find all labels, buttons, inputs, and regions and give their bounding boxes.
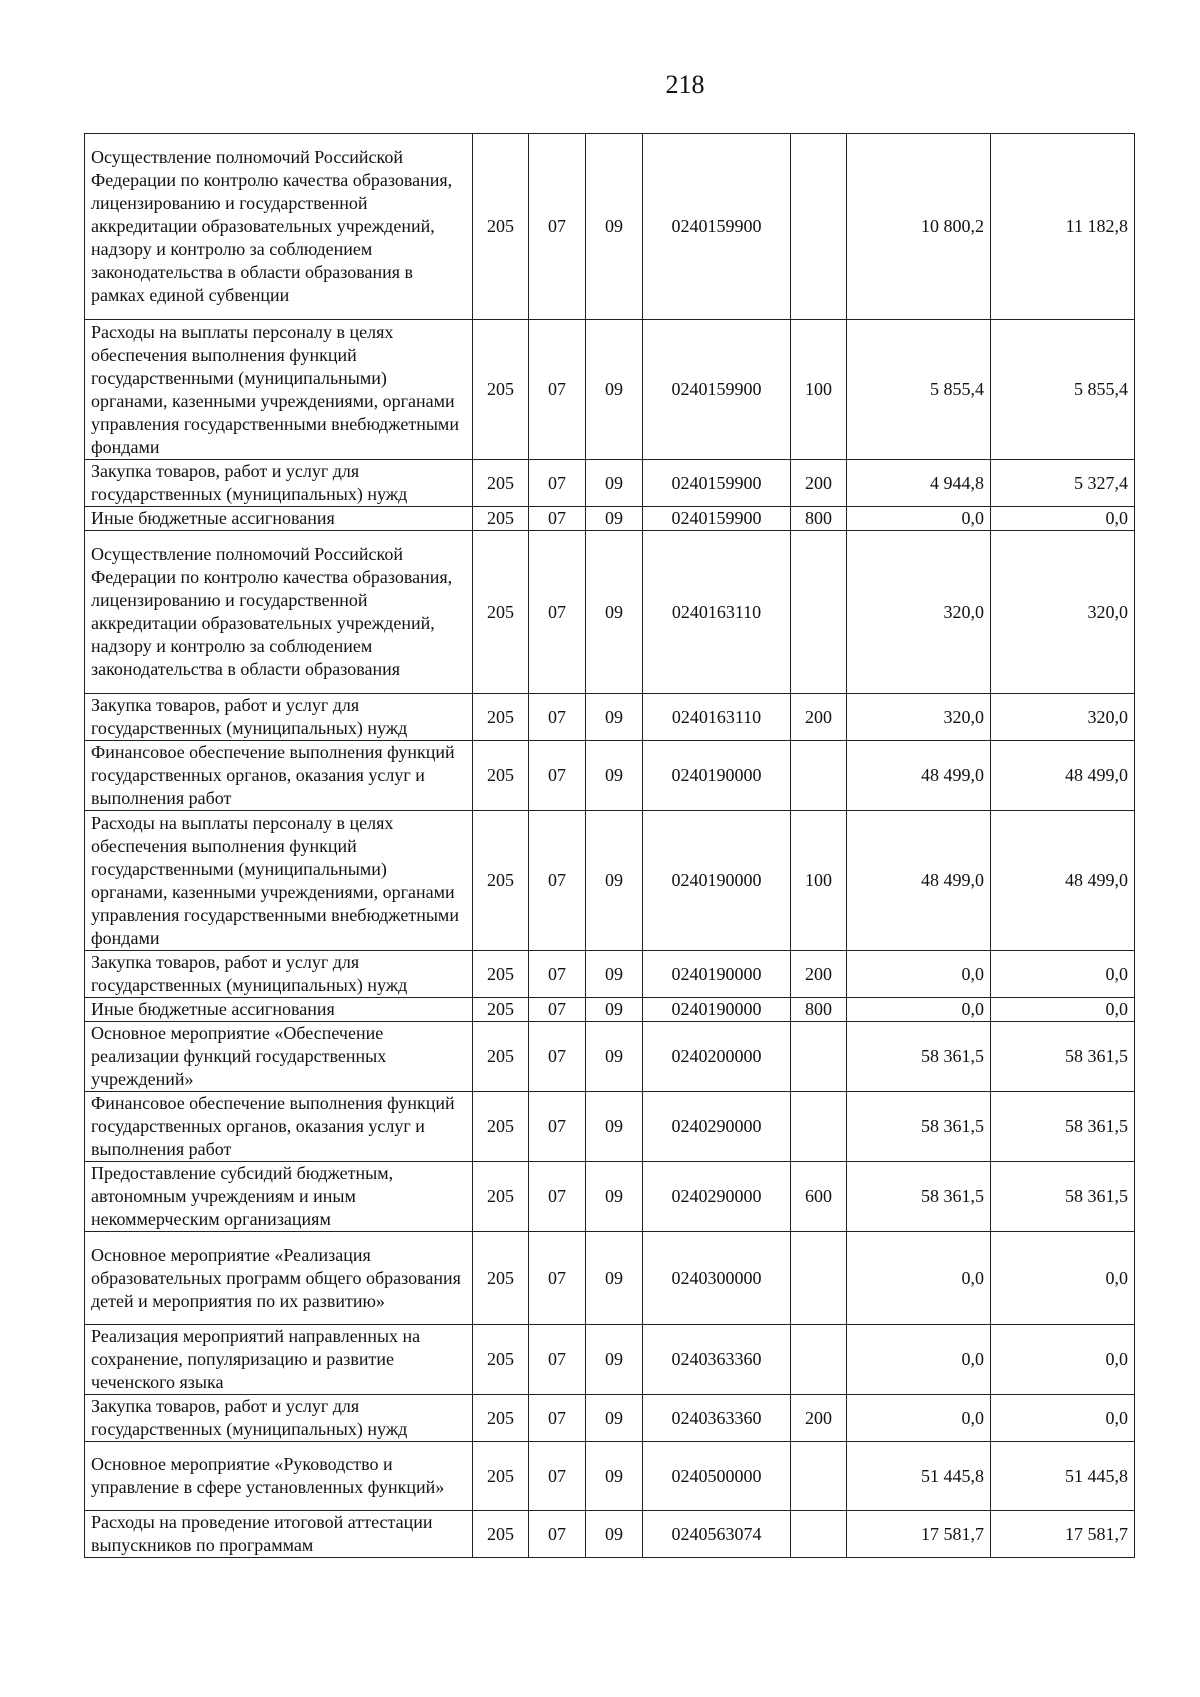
cell-target: 0240159900 bbox=[643, 507, 791, 531]
table-row bbox=[85, 460, 1135, 507]
cell-year2: 58 361,5 bbox=[991, 1092, 1135, 1162]
cell-type: 800 bbox=[791, 998, 847, 1022]
cell-ministry: 205 bbox=[473, 134, 529, 320]
cell-section: 07 bbox=[529, 811, 586, 951]
cell-type: 200 bbox=[791, 1395, 847, 1442]
cell-type bbox=[791, 1442, 847, 1511]
cell-year1: 320,0 bbox=[847, 694, 991, 741]
cell-year2: 0,0 bbox=[991, 998, 1135, 1022]
cell-section: 07 bbox=[529, 507, 586, 531]
cell-subsection: 09 bbox=[586, 134, 643, 320]
cell-name: Основное мероприятие «Обеспечение реализации функций государственных учреждений» bbox=[85, 1022, 473, 1092]
cell-section: 07 bbox=[529, 951, 586, 998]
cell-ministry: 205 bbox=[473, 694, 529, 741]
cell-target: 0240163110 bbox=[643, 694, 791, 741]
cell-name: Закупка товаров, работ и услуг для государственных (муниципальных) нужд bbox=[85, 951, 473, 998]
cell-name: Реализация мероприятий направленных на сохранение, популяризацию и развитие чеченского языка bbox=[85, 1325, 473, 1395]
cell-subsection: 09 bbox=[586, 811, 643, 951]
cell-subsection: 09 bbox=[586, 741, 643, 811]
table-row bbox=[85, 320, 1135, 460]
cell-name: Закупка товаров, работ и услуг для государственных (муниципальных) нужд bbox=[85, 1395, 473, 1442]
cell-subsection: 09 bbox=[586, 1325, 643, 1395]
cell-type: 200 bbox=[791, 951, 847, 998]
cell-ministry: 205 bbox=[473, 1162, 529, 1232]
cell-ministry: 205 bbox=[473, 1442, 529, 1511]
cell-subsection: 09 bbox=[586, 1022, 643, 1092]
table-row bbox=[85, 134, 1135, 320]
cell-type: 200 bbox=[791, 460, 847, 507]
cell-name: Закупка товаров, работ и услуг для государственных (муниципальных) нужд bbox=[85, 460, 473, 507]
cell-year1: 10 800,2 bbox=[847, 134, 991, 320]
cell-name: Осуществление полномочий Российской Федерации по контролю качества образования, лицензированию и государственной аккредитации образовательных учреждений, надзору и контролю за соблюдением законодательства в области образования bbox=[85, 531, 473, 694]
cell-year2: 0,0 bbox=[991, 1325, 1135, 1395]
cell-subsection: 09 bbox=[586, 1442, 643, 1511]
cell-ministry: 205 bbox=[473, 811, 529, 951]
table-row bbox=[85, 694, 1135, 741]
cell-target: 0240159900 bbox=[643, 134, 791, 320]
cell-subsection: 09 bbox=[586, 1511, 643, 1558]
table-row bbox=[85, 1162, 1135, 1232]
cell-type: 600 bbox=[791, 1162, 847, 1232]
cell-target: 0240159900 bbox=[643, 460, 791, 507]
cell-subsection: 09 bbox=[586, 1232, 643, 1325]
table-row bbox=[85, 1232, 1135, 1325]
cell-name: Финансовое обеспечение выполнения функций государственных органов, оказания услуг и выполнения работ bbox=[85, 741, 473, 811]
cell-subsection: 09 bbox=[586, 1162, 643, 1232]
cell-year1: 5 855,4 bbox=[847, 320, 991, 460]
cell-name: Финансовое обеспечение выполнения функций государственных органов, оказания услуг и выполнения работ bbox=[85, 1092, 473, 1162]
cell-target: 0240290000 bbox=[643, 1162, 791, 1232]
cell-section: 07 bbox=[529, 460, 586, 507]
table-row bbox=[85, 507, 1135, 531]
cell-type bbox=[791, 1511, 847, 1558]
cell-target: 0240190000 bbox=[643, 741, 791, 811]
cell-section: 07 bbox=[529, 998, 586, 1022]
cell-target: 0240290000 bbox=[643, 1092, 791, 1162]
cell-subsection: 09 bbox=[586, 998, 643, 1022]
cell-name: Основное мероприятие «Руководство и управление в сфере установленных функций» bbox=[85, 1442, 473, 1511]
cell-target: 0240200000 bbox=[643, 1022, 791, 1092]
cell-ministry: 205 bbox=[473, 1395, 529, 1442]
table-row bbox=[85, 741, 1135, 811]
cell-target: 0240363360 bbox=[643, 1325, 791, 1395]
cell-name: Предоставление субсидий бюджетным, автономным учреждениям и иным некоммерческим организациям bbox=[85, 1162, 473, 1232]
cell-type: 200 bbox=[791, 694, 847, 741]
cell-ministry: 205 bbox=[473, 741, 529, 811]
table-row bbox=[85, 1395, 1135, 1442]
cell-ministry: 205 bbox=[473, 1092, 529, 1162]
cell-year1: 0,0 bbox=[847, 1395, 991, 1442]
cell-ministry: 205 bbox=[473, 507, 529, 531]
cell-ministry: 205 bbox=[473, 460, 529, 507]
cell-type: 800 bbox=[791, 507, 847, 531]
cell-ministry: 205 bbox=[473, 1022, 529, 1092]
cell-type bbox=[791, 1092, 847, 1162]
cell-year1: 0,0 bbox=[847, 1325, 991, 1395]
cell-subsection: 09 bbox=[586, 320, 643, 460]
cell-section: 07 bbox=[529, 741, 586, 811]
cell-section: 07 bbox=[529, 531, 586, 694]
cell-year1: 48 499,0 bbox=[847, 811, 991, 951]
table-row bbox=[85, 998, 1135, 1022]
cell-ministry: 205 bbox=[473, 1325, 529, 1395]
cell-type: 100 bbox=[791, 811, 847, 951]
cell-subsection: 09 bbox=[586, 1395, 643, 1442]
cell-year2: 58 361,5 bbox=[991, 1022, 1135, 1092]
table-row bbox=[85, 1442, 1135, 1511]
cell-year1: 0,0 bbox=[847, 507, 991, 531]
table-row bbox=[85, 1325, 1135, 1395]
table-row bbox=[85, 1022, 1135, 1092]
cell-section: 07 bbox=[529, 1092, 586, 1162]
cell-year1: 58 361,5 bbox=[847, 1022, 991, 1092]
cell-type bbox=[791, 1325, 847, 1395]
cell-subsection: 09 bbox=[586, 694, 643, 741]
cell-year2: 0,0 bbox=[991, 1232, 1135, 1325]
cell-ministry: 205 bbox=[473, 320, 529, 460]
table-row bbox=[85, 951, 1135, 998]
cell-year2: 5 327,4 bbox=[991, 460, 1135, 507]
cell-name: Расходы на выплаты персоналу в целях обеспечения выполнения функций государственными (муниципальными) органами, казенными учреждениями, органами управления государственными внебюджетными фондами bbox=[85, 811, 473, 951]
cell-year1: 0,0 bbox=[847, 951, 991, 998]
table-row bbox=[85, 531, 1135, 694]
cell-name: Расходы на проведение итоговой аттестации выпускников по программам bbox=[85, 1511, 473, 1558]
cell-year1: 58 361,5 bbox=[847, 1092, 991, 1162]
cell-type bbox=[791, 531, 847, 694]
cell-target: 0240163110 bbox=[643, 531, 791, 694]
cell-subsection: 09 bbox=[586, 460, 643, 507]
table-row bbox=[85, 1511, 1135, 1558]
cell-name: Иные бюджетные ассигнования bbox=[85, 998, 473, 1022]
cell-name: Осуществление полномочий Российской Федерации по контролю качества образования, лицензированию и государственной аккредитации образовательных учреждений, надзору и контролю за соблюдением законодательства в области образования в рамках единой субвенции bbox=[85, 134, 473, 320]
cell-section: 07 bbox=[529, 1511, 586, 1558]
cell-year2: 48 499,0 bbox=[991, 741, 1135, 811]
cell-section: 07 bbox=[529, 1325, 586, 1395]
cell-year1: 48 499,0 bbox=[847, 741, 991, 811]
cell-year2: 11 182,8 bbox=[991, 134, 1135, 320]
cell-year1: 17 581,7 bbox=[847, 1511, 991, 1558]
cell-year2: 17 581,7 bbox=[991, 1511, 1135, 1558]
cell-name: Основное мероприятие «Реализация образовательных программ общего образования детей и мероприятия по их развитию» bbox=[85, 1232, 473, 1325]
budget-table bbox=[84, 133, 1135, 1558]
table-row bbox=[85, 1092, 1135, 1162]
cell-section: 07 bbox=[529, 320, 586, 460]
cell-target: 0240300000 bbox=[643, 1232, 791, 1325]
cell-year1: 4 944,8 bbox=[847, 460, 991, 507]
cell-year1: 0,0 bbox=[847, 1232, 991, 1325]
cell-name: Иные бюджетные ассигнования bbox=[85, 507, 473, 531]
cell-year2: 0,0 bbox=[991, 507, 1135, 531]
cell-year1: 320,0 bbox=[847, 531, 991, 694]
cell-year2: 48 499,0 bbox=[991, 811, 1135, 951]
cell-target: 0240190000 bbox=[643, 951, 791, 998]
cell-type bbox=[791, 1022, 847, 1092]
cell-target: 0240563074 bbox=[643, 1511, 791, 1558]
cell-type: 100 bbox=[791, 320, 847, 460]
cell-section: 07 bbox=[529, 1395, 586, 1442]
cell-ministry: 205 bbox=[473, 1511, 529, 1558]
cell-name: Закупка товаров, работ и услуг для государственных (муниципальных) нужд bbox=[85, 694, 473, 741]
cell-ministry: 205 bbox=[473, 998, 529, 1022]
cell-section: 07 bbox=[529, 694, 586, 741]
cell-subsection: 09 bbox=[586, 531, 643, 694]
cell-type bbox=[791, 1232, 847, 1325]
cell-target: 0240363360 bbox=[643, 1395, 791, 1442]
cell-year2: 51 445,8 bbox=[991, 1442, 1135, 1511]
cell-section: 07 bbox=[529, 134, 586, 320]
cell-subsection: 09 bbox=[586, 1092, 643, 1162]
cell-ministry: 205 bbox=[473, 531, 529, 694]
cell-section: 07 bbox=[529, 1022, 586, 1092]
cell-ministry: 205 bbox=[473, 951, 529, 998]
page-number: 218 bbox=[665, 70, 705, 99]
cell-name: Расходы на выплаты персоналу в целях обеспечения выполнения функций государственными (муниципальными) органами, казенными учреждениями, органами управления государственными внебюджетными фондами bbox=[85, 320, 473, 460]
cell-target: 0240159900 bbox=[643, 320, 791, 460]
cell-section: 07 bbox=[529, 1442, 586, 1511]
cell-year1: 0,0 bbox=[847, 998, 991, 1022]
cell-year2: 0,0 bbox=[991, 951, 1135, 998]
cell-ministry: 205 bbox=[473, 1232, 529, 1325]
cell-year1: 58 361,5 bbox=[847, 1162, 991, 1232]
cell-type bbox=[791, 741, 847, 811]
cell-year1: 51 445,8 bbox=[847, 1442, 991, 1511]
table-row bbox=[85, 811, 1135, 951]
cell-target: 0240500000 bbox=[643, 1442, 791, 1511]
cell-year2: 0,0 bbox=[991, 1395, 1135, 1442]
cell-type bbox=[791, 134, 847, 320]
cell-section: 07 bbox=[529, 1162, 586, 1232]
cell-target: 0240190000 bbox=[643, 998, 791, 1022]
cell-year2: 5 855,4 bbox=[991, 320, 1135, 460]
cell-subsection: 09 bbox=[586, 507, 643, 531]
cell-target: 0240190000 bbox=[643, 811, 791, 951]
cell-year2: 58 361,5 bbox=[991, 1162, 1135, 1232]
cell-section: 07 bbox=[529, 1232, 586, 1325]
cell-year2: 320,0 bbox=[991, 694, 1135, 741]
cell-year2: 320,0 bbox=[991, 531, 1135, 694]
cell-subsection: 09 bbox=[586, 951, 643, 998]
